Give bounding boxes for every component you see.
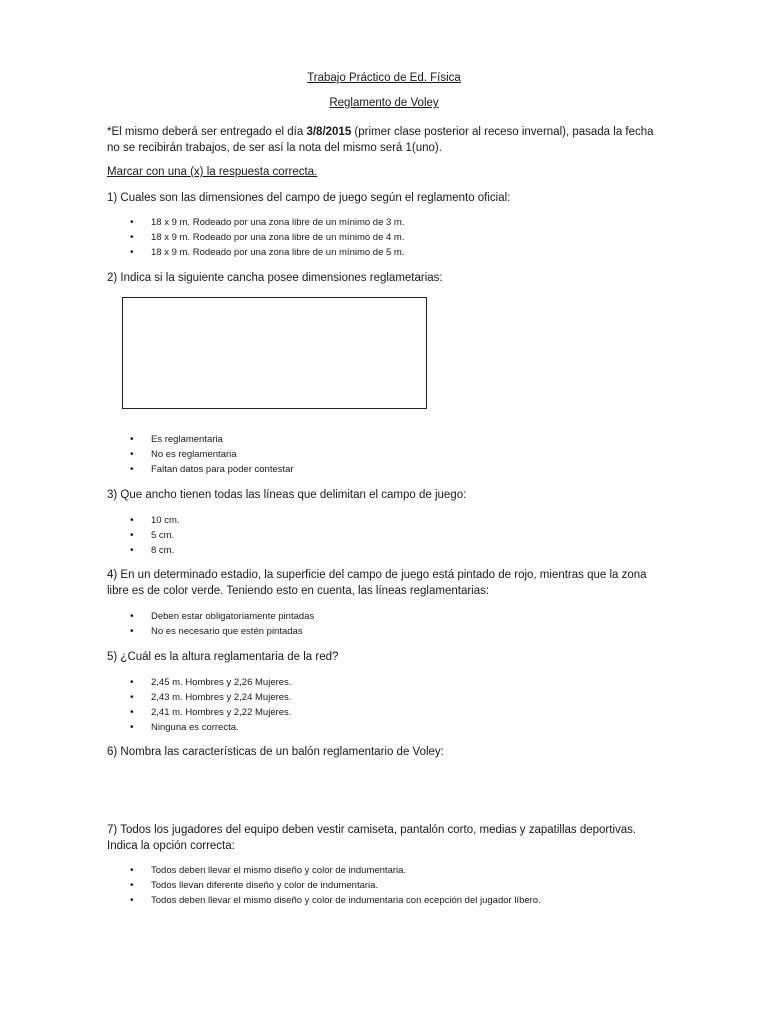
- option[interactable]: [130, 624, 314, 639]
- notice-prefix: *El mismo deberá ser entregado el día: [107, 126, 307, 138]
- bullet-icon: •: [130, 449, 134, 460]
- question-3: 3) Que ancho tienen todas las líneas que delimitan el campo de juego:: [107, 489, 467, 501]
- question-3-options: [130, 513, 180, 558]
- option-label: Todos deben llevar el mismo diseño y color de indumentaria.: [151, 865, 407, 876]
- option-label: 10 cm.: [151, 515, 180, 526]
- option-label: 2,41 m. Hombres y 2,22 Mujeres.: [151, 707, 292, 718]
- option-label: Faltan datos para poder contestar: [151, 464, 294, 475]
- option[interactable]: [130, 675, 291, 690]
- bullet-icon: •: [130, 611, 134, 622]
- bullet-icon: •: [130, 247, 134, 258]
- option-label: No es necesario que estén pintadas: [151, 626, 303, 637]
- court-diagram: [122, 297, 427, 409]
- question-7: 7) Todos los jugadores del equipo deben vestir camiseta, pantalón corto, medias y zapatillas deportivas. Indica la opción correcta:: [107, 824, 637, 852]
- notice-date: 3/8/2015: [306, 126, 352, 138]
- option-label: 8 cm.: [151, 545, 175, 556]
- option[interactable]: [130, 543, 180, 558]
- option-label: 2,43 m. Hombres y 2,24 Mujeres.: [151, 692, 292, 703]
- bullet-icon: •: [130, 515, 134, 526]
- option[interactable]: [130, 462, 294, 477]
- bullet-icon: •: [130, 530, 134, 541]
- question-5-options: [130, 675, 291, 735]
- question-1-options: [130, 215, 404, 260]
- question-2: 2) Indica si la siguiente cancha posee dimensiones reglametarias:: [107, 272, 443, 284]
- option-label: 5 cm.: [151, 530, 175, 541]
- option[interactable]: [130, 863, 541, 878]
- bullet-icon: •: [130, 677, 134, 688]
- option[interactable]: [130, 215, 404, 230]
- bullet-icon: •: [130, 707, 134, 718]
- option[interactable]: [130, 609, 314, 624]
- question-1: 1) Cuales son las dimensiones del campo de juego según el reglamento oficial:: [107, 192, 511, 204]
- bullet-icon: •: [130, 232, 134, 243]
- option[interactable]: [130, 528, 180, 543]
- option-label: 18 x 9 m. Rodeado por una zona libre de un mínimo de 5 m.: [151, 247, 405, 258]
- option-label: Todos deben llevar el mismo diseño y color de indumentaria con ecepción del jugador líbero.: [151, 895, 541, 906]
- question-2-options: [130, 432, 294, 477]
- bullet-icon: •: [130, 865, 134, 876]
- notice-suffix: (primer clase posterior al receso invernal), pasada la fecha no se recibirán trabajos, de ser así la nota del mismo será 1(uno).: [107, 126, 654, 154]
- option[interactable]: [130, 230, 404, 245]
- instruction: Marcar con una (x) la respuesta correcta.: [107, 166, 318, 178]
- document-title: Trabajo Práctico de Ed. Física: [307, 72, 461, 84]
- bullet-icon: •: [130, 722, 134, 733]
- option-label: Deben estar obligatoriamente pintadas: [151, 611, 315, 622]
- option[interactable]: [130, 245, 404, 260]
- bullet-icon: •: [130, 895, 134, 906]
- bullet-icon: •: [130, 880, 134, 891]
- document-subtitle: Reglamento de Voley: [329, 97, 439, 109]
- submission-notice: [107, 124, 667, 156]
- option[interactable]: [130, 878, 541, 893]
- question-5: 5) ¿Cuál es la altura reglamentaria de la red?: [107, 651, 339, 663]
- question-6: 6) Nombra las características de un balón reglamentario de Voley:: [107, 746, 444, 758]
- bullet-icon: •: [130, 464, 134, 475]
- question-4: 4) En un determinado estadio, la superficie del campo de juego está pintado de rojo, mientras que la zona libre es de color verde. Teniendo esto en cuenta, las líneas reglamentarias:: [107, 569, 647, 597]
- option-label: Es reglamentaria: [151, 434, 223, 445]
- bullet-icon: •: [130, 626, 134, 637]
- option-label: No es reglamentaria: [151, 449, 237, 460]
- option[interactable]: [130, 893, 541, 908]
- option[interactable]: [130, 690, 291, 705]
- option[interactable]: [130, 513, 180, 528]
- option[interactable]: [130, 447, 294, 462]
- question-4-options: [130, 609, 314, 639]
- option-label: 18 x 9 m. Rodeado por una zona libre de un mínimo de 4 m.: [151, 232, 405, 243]
- option[interactable]: [130, 705, 291, 720]
- option-label: Todos llevan diferente diseño y color de indumentaria.: [151, 880, 379, 891]
- question-7-options: [130, 863, 541, 908]
- option-label: Ninguna es correcta.: [151, 722, 239, 733]
- option[interactable]: [130, 720, 291, 735]
- option-label: 2,45 m. Hombres y 2,26 Mujeres.: [151, 677, 292, 688]
- bullet-icon: •: [130, 545, 134, 556]
- bullet-icon: •: [130, 434, 134, 445]
- option-label: 18 x 9 m. Rodeado por una zona libre de un mínimo de 3 m.: [151, 217, 405, 228]
- bullet-icon: •: [130, 692, 134, 703]
- bullet-icon: •: [130, 217, 134, 228]
- option[interactable]: [130, 432, 294, 447]
